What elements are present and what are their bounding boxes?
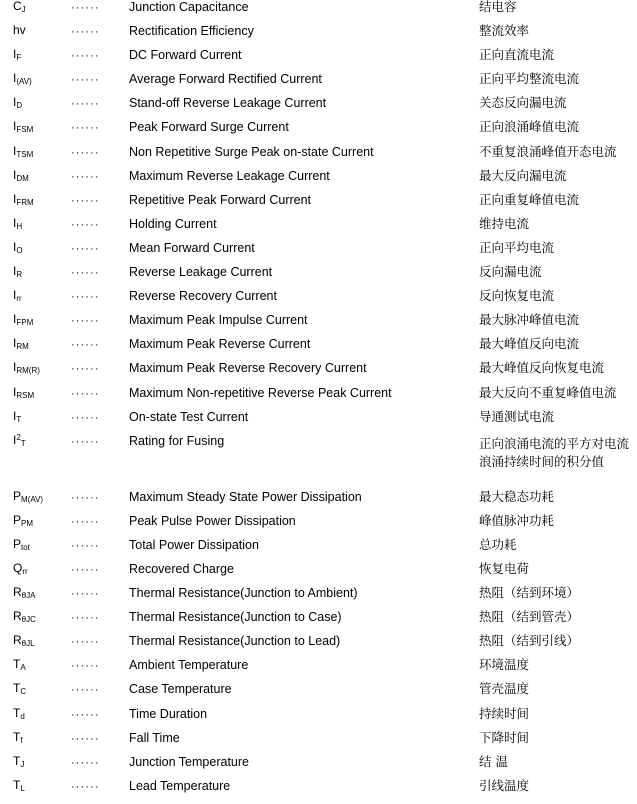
dot-leader: ······ [71,315,100,328]
symbol-subscript: θJA [21,591,36,601]
dot-leader: ······ [71,291,100,304]
symbol-subscript: rr [22,566,28,576]
chinese-term [479,145,637,169]
symbol-cell [0,755,71,779]
english-term [129,755,479,779]
symbol-cell [0,241,71,265]
symbol-subscript: d [20,711,25,721]
symbol-main: C [13,0,22,13]
chinese-term [479,217,637,241]
table-row [0,169,637,193]
english-term [129,337,479,361]
symbol-main: R [13,633,22,648]
table-row [0,0,637,24]
symbol-cell [0,72,71,96]
symbol-subscript: F [16,53,22,63]
symbol-cell [0,361,71,385]
english-term-label: Maximum Steady State Power Dissipation [129,489,362,504]
english-term [129,586,479,610]
english-term [129,658,479,682]
chinese-term-label: 关态反向漏电流 [479,95,567,111]
table-row [0,562,637,586]
symbol-main: I [13,191,17,206]
table-row [0,24,637,48]
chinese-term [479,0,637,24]
symbol-subscript: RM [16,342,29,352]
symbol-subscript: (AV) [16,77,32,87]
chinese-term [479,169,637,193]
symbol-cell [0,682,71,706]
table-row [0,96,637,120]
dot-leader: ······ [71,756,100,769]
chinese-term-label: 最大峰值反向恢复电流 [479,360,605,376]
chinese-term-label: 维持电流 [479,215,530,231]
chinese-term [479,755,637,779]
chinese-term-label: 正向浪涌峰值电流 [479,119,580,135]
english-term [129,682,479,706]
symbol-cell [0,731,71,755]
symbol-cell [0,48,71,72]
symbol-main: I [13,360,17,375]
english-term [129,731,479,755]
symbol-cell [0,514,71,538]
english-term [129,779,479,803]
symbol-main: I [13,336,17,351]
symbol-subscript: T [20,438,26,448]
symbol-cell [0,779,71,803]
dot-leader: ······ [71,708,100,721]
symbol-subscript: O [16,245,23,255]
table-row [0,707,637,731]
dot-leader: ······ [71,242,100,255]
english-term-label: Thermal Resistance(Junction to Ambient) [129,586,358,601]
chinese-term-label: 最大反向不重复峰值电流 [479,384,617,400]
symbol-main: I [13,119,17,134]
symbol-subscript: FSM [16,125,34,135]
chinese-term [479,241,637,265]
symbol-cell [0,562,71,586]
symbol-main: T [13,705,21,720]
symbol-main: Q [13,560,23,575]
chinese-term-label: 反向漏电流 [479,264,542,280]
chinese-term-label: 结电容 [479,0,517,14]
symbol-cell [0,265,71,289]
dot-leader: ······ [71,411,100,424]
chinese-term-label: 结 温 [479,753,508,769]
symbol-subscript: rr [16,294,22,304]
symbol-main: T [13,657,21,672]
table-row [0,538,637,562]
symbol-main: P [13,536,22,551]
table-row [0,337,637,361]
chinese-term [479,337,637,361]
english-term-label: Maximum Non-repetitive Reverse Peak Current [129,385,392,400]
dot-leader: ······ [71,563,100,576]
dot-leader: ······ [71,122,100,135]
chinese-term [479,265,637,289]
chinese-term [479,562,637,586]
dot-leader: ······ [71,50,100,63]
symbol-cell [0,386,71,410]
english-term-label: Rating for Fusing [129,433,225,448]
symbol-cell [0,0,71,24]
chinese-term [479,410,637,434]
chinese-term-label: 正向平均电流 [479,239,555,255]
symbol-subscript: θJC [21,615,36,625]
symbol-cell [0,96,71,120]
dot-leader: ······ [71,387,100,400]
chinese-term [479,361,637,385]
symbol-main: hv [13,23,26,38]
chinese-term [479,514,637,538]
table-row [0,217,637,241]
symbol-cell [0,658,71,682]
english-term [129,120,479,144]
symbol-cell [0,634,71,658]
chinese-term-label: 正向浪涌电流的平方对电流浪涌持续时间的积分值 [479,435,630,469]
english-term [129,610,479,634]
english-term-label: Rectification Efficiency [129,24,254,39]
english-term-label: Mean Forward Current [129,240,255,255]
symbol-subscript: RSM [16,390,35,400]
english-term-label: Junction Temperature [129,754,249,769]
symbol-cell [0,538,71,562]
dot-leader: ······ [71,218,100,231]
english-term-label: Fall Time [129,730,180,745]
chinese-term [479,24,637,48]
table-row [0,658,637,682]
symbol-main: T [13,729,21,744]
english-term [129,361,479,385]
table-row [0,634,637,658]
table-row [0,289,637,313]
symbol-cell [0,434,71,474]
symbol-cell [0,490,71,514]
english-term [129,313,479,337]
chinese-term-label: 正向直流电流 [479,47,555,63]
symbol-subscript: J [21,5,26,14]
chinese-term-label: 最大反向漏电流 [479,167,567,183]
symbol-subscript: L [20,783,25,793]
english-term [129,24,479,48]
symbol-cell [0,410,71,434]
symbol-main: P [13,488,22,503]
symbol-cell [0,610,71,634]
symbol-main: I [13,312,17,327]
english-term-label: Maximum Peak Reverse Current [129,337,311,352]
dot-leader: ······ [71,339,100,352]
symbol-subscript: θJL [21,639,35,649]
chinese-term-label: 最大脉冲峰值电流 [479,312,580,328]
dot-leader: ······ [71,491,100,504]
symbol-subscript: C [20,687,27,697]
dot-leader: ······ [71,636,100,649]
chinese-term [479,490,637,514]
table-row [0,755,637,779]
english-term-label: On-state Test Current [129,409,249,424]
symbol-subscript: tot [21,542,30,552]
english-term-label: Lead Temperature [129,778,231,793]
table-row [0,265,637,289]
chinese-term-label: 环境温度 [479,657,530,673]
english-term [129,96,479,120]
chinese-term [479,586,637,610]
chinese-term [479,48,637,72]
dot-leader: ······ [71,98,100,111]
table-row [0,779,637,803]
symbol-superscript: 2 [16,432,21,442]
english-term-label: Maximum Reverse Leakage Current [129,168,330,183]
chinese-term-label: 持续时间 [479,705,530,721]
chinese-term [479,707,637,731]
chinese-term-label: 恢复电荷 [479,560,530,576]
symbol-cell [0,217,71,241]
symbol-cell [0,289,71,313]
table-row [0,434,637,474]
symbol-main: I [13,215,17,230]
table-row [0,386,637,410]
symbol-main: I [13,384,17,399]
table-row [0,361,637,385]
dot-leader: ······ [71,170,100,183]
symbol-main: I [13,167,17,182]
chinese-term [479,289,637,313]
symbol-cell [0,120,71,144]
symbol-cell [0,24,71,48]
english-term-label: DC Forward Current [129,48,242,63]
english-term [129,707,479,731]
english-term [129,289,479,313]
dot-leader: ······ [71,780,100,793]
symbol-subscript: A [20,663,26,673]
chinese-term-label: 正向平均整流电流 [479,71,580,87]
dot-leader: ······ [71,539,100,552]
english-term [129,265,479,289]
chinese-term-label: 正向重复峰值电流 [479,191,580,207]
english-term-label: Thermal Resistance(Junction to Case) [129,610,342,625]
dot-leader: ······ [71,2,100,14]
chinese-term-label: 最大峰值反向电流 [479,336,580,352]
english-term-label: Case Temperature [129,682,232,697]
english-term-label: Thermal Resistance(Junction to Lead) [129,634,341,649]
english-term [129,386,479,410]
table-row [0,145,637,169]
symbol-subscript: D [16,101,23,111]
chinese-term-label: 管壳温度 [479,681,530,697]
chinese-term [479,96,637,120]
english-term [129,410,479,434]
symbol-subscript: M(AV) [21,494,44,504]
symbol-main: I [13,71,17,86]
dot-leader: ······ [71,267,100,280]
chinese-term-label: 不重复浪涌峰值开态电流 [479,143,617,159]
symbol-cell [0,169,71,193]
symbol-main: I [13,95,17,110]
chinese-term-label: 反向恢复电流 [479,288,555,304]
english-term-label: Repetitive Peak Forward Current [129,192,312,207]
english-term-label: Total Power Dissipation [129,537,259,552]
english-term-label: Ambient Temperature [129,658,249,673]
symbol-main: I [13,47,17,62]
chinese-term-label: 峰值脉冲功耗 [479,512,555,528]
symbol-cell [0,337,71,361]
english-term-label: Recovered Charge [129,561,234,576]
english-term [129,514,479,538]
chinese-term-label: 热阻（结到引线） [479,633,580,649]
dot-leader: ······ [71,515,100,528]
english-term [129,72,479,96]
english-term [129,217,479,241]
english-term [129,562,479,586]
symbol-subscript: DM [16,173,29,183]
symbol-subscript: TSM [16,149,34,159]
chinese-term [479,72,637,96]
table-row [0,731,637,755]
chinese-term-label: 整流效率 [479,23,530,39]
dot-leader: ······ [71,363,100,376]
symbol-main: T [13,681,21,696]
english-term-label: Time Duration [129,706,208,721]
chinese-term [479,634,637,658]
chinese-term-label: 引线温度 [479,777,530,793]
symbol-main: R [13,585,22,600]
symbol-subscript: PM [21,518,34,528]
english-term [129,0,479,24]
dot-leader: ······ [71,74,100,87]
english-term [129,634,479,658]
table-row [0,313,637,337]
chinese-term [479,779,637,803]
chinese-term [479,386,637,410]
chinese-term [479,193,637,217]
chinese-term [479,731,637,755]
english-term-label: Stand-off Reverse Leakage Current [129,96,327,111]
symbol-subscript: FRM [16,197,34,207]
english-term-label: Junction Capacitance [129,0,249,14]
dot-leader: ······ [71,146,100,159]
table-row [0,48,637,72]
english-term [129,193,479,217]
chinese-term-label: 最大稳态功耗 [479,488,555,504]
symbol-main: T [13,753,21,768]
english-term-label: Holding Current [129,216,217,231]
chinese-term [479,610,637,634]
english-term [129,490,479,514]
chinese-term-label: 导通测试电流 [479,408,555,424]
dot-leader: ······ [71,732,100,745]
english-term-label: Non Repetitive Surge Peak on-state Current [129,144,374,159]
chinese-term [479,313,637,337]
chinese-term [479,682,637,706]
table-row [0,72,637,96]
chinese-term [479,658,637,682]
symbol-subscript: f [20,735,23,745]
symbol-main: R [13,609,22,624]
chinese-term [479,538,637,562]
chinese-term-label: 热阻（结到管壳） [479,609,580,625]
symbol-subscript: H [16,221,23,231]
english-term-label: Average Forward Rectified Current [129,72,322,87]
symbol-main: I [13,408,17,423]
english-term [129,434,479,474]
table-row [0,193,637,217]
symbol-subscript: FPM [16,318,34,328]
dot-leader: ······ [71,660,100,673]
symbol-subscript: J [20,759,25,769]
symbol-main: I [13,143,17,158]
section-spacer [0,474,637,490]
symbol-subscript: T [16,414,22,424]
symbol-cell [0,707,71,731]
table-row [0,586,637,610]
chinese-term-label: 热阻（结到环境） [479,585,580,601]
symbol-main: T [13,777,21,792]
table-row [0,610,637,634]
english-term-label: Reverse Recovery Current [129,289,277,304]
table-row [0,410,637,434]
dot-leader: ······ [71,194,100,207]
english-term-label: Maximum Peak Impulse Current [129,313,308,328]
chinese-term-label: 下降时间 [479,729,530,745]
symbol-cell [0,193,71,217]
table-row [0,490,637,514]
dot-leader: ······ [71,684,100,697]
symbol-main: I [13,264,17,279]
symbol-cell [0,145,71,169]
symbol-subscript: RM(R) [16,366,40,376]
table-row [0,514,637,538]
dot-leader: ······ [71,435,100,448]
dot-leader: ······ [71,26,100,39]
symbol-main: I [13,288,17,303]
table-row [0,682,637,706]
symbol-subscript: R [16,270,23,280]
dot-leader: ······ [71,612,100,625]
chinese-term [479,120,637,144]
chinese-term-label: 总功耗 [479,536,517,552]
english-term-label: Peak Pulse Power Dissipation [129,513,296,528]
english-term [129,538,479,562]
dot-leader: ······ [71,588,100,601]
symbol-main: I [13,239,17,254]
symbol-cell [0,586,71,610]
symbol-main: I [13,432,17,447]
english-term [129,48,479,72]
english-term-label: Peak Forward Surge Current [129,120,289,135]
english-term-label: Maximum Peak Reverse Recovery Current [129,361,367,376]
chinese-term [479,434,637,474]
english-term-label: Reverse Leakage Current [129,265,273,280]
table-row [0,120,637,144]
english-term [129,241,479,265]
table-row [0,241,637,265]
english-term [129,169,479,193]
english-term [129,145,479,169]
symbol-main: P [13,512,22,527]
symbol-cell [0,313,71,337]
